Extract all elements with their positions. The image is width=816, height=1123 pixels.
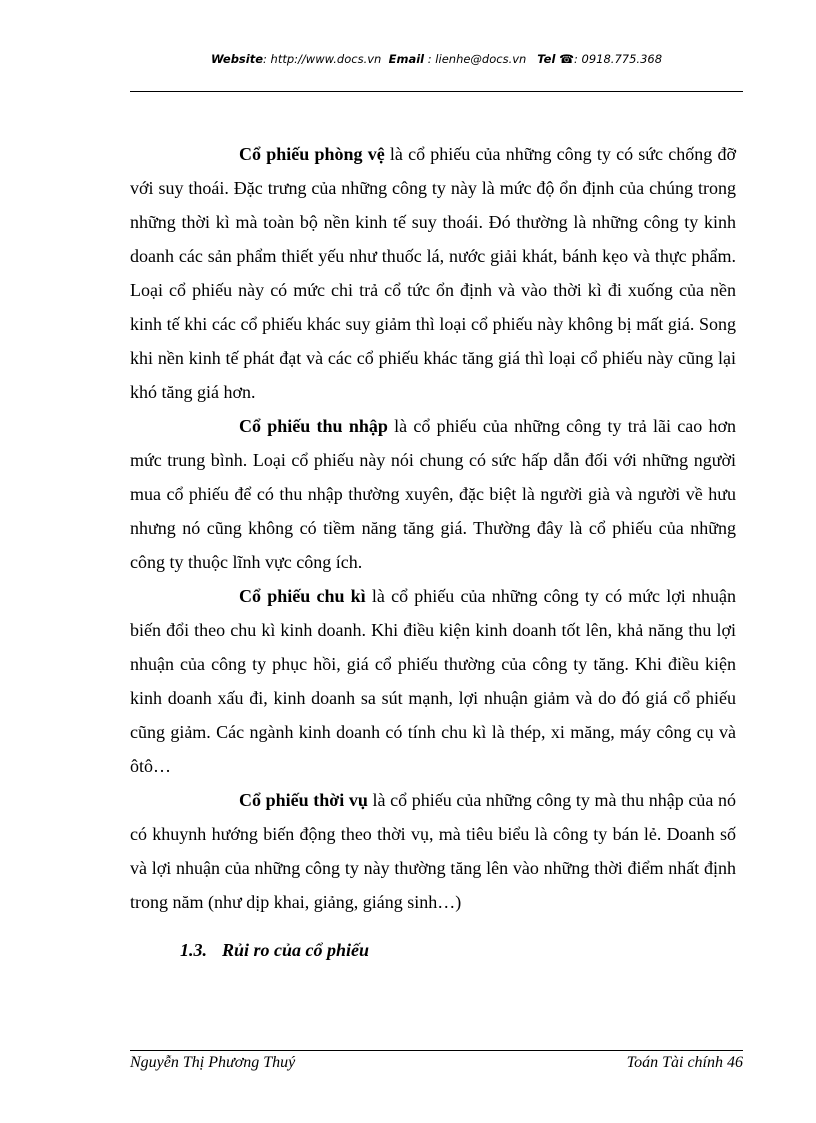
term-cyclical-stock: Cổ phiếu chu kì: [239, 586, 366, 606]
section-heading: [180, 935, 369, 965]
paragraph-text: là cổ phiếu của những công ty mà thu nhập của nó có khuynh hướng biến động theo thời vụ, mà tiêu biểu là công ty bán lẻ. Doanh số và lợi nhuận của những công ty này thường tăng lên vào những thời điểm nhất định trong năm (như dịp khai, giảng, giáng sinh…): [130, 790, 736, 912]
tel-label: Tel: [537, 52, 556, 66]
term-seasonal-stock: Cổ phiếu thời vụ: [239, 790, 368, 810]
page-header: [130, 51, 743, 67]
term-income-stock: Cổ phiếu thu nhập: [239, 416, 388, 436]
footer-class: Toán Tài chính 46: [626, 1054, 743, 1071]
section-number: 1.3.: [180, 940, 207, 960]
paragraph-text: là cổ phiếu của những công ty trả lãi cao hơn mức trung bình. Loại cổ phiếu này nói chung có sức hấp dẫn đối với những người mua cổ phiếu để có thu nhập thường xuyên, đặc biệt là người già và người về hưu nhưng nó cũng không có tiềm năng tăng giá. Thường đây là cổ phiếu của những công ty thuộc lĩnh vực công ích.: [130, 416, 736, 572]
tel-number: : 0918.775.368: [574, 52, 663, 66]
website-url: : http://www.docs.vn: [263, 52, 382, 66]
document-body: [130, 137, 736, 919]
paragraph-text: là cổ phiếu của những công ty có sức chống đỡ với suy thoái. Đặc trưng của những công ty này là mức độ ổn định của chúng trong những thời kì mà toàn bộ nền kinh tế suy thoái. Đó thường là những công ty kinh doanh các sản phẩm thiết yếu như thuốc lá, nước giải khát, bánh kẹo và thực phẩm. Loại cổ phiếu này có mức chi trả cổ tức ổn định và vào thời kì đi xuống của nền kinh tế khi các cổ phiếu khác suy giảm thì loại cổ phiếu này không bị mất giá. Song khi nền kinh tế phát đạt và các cổ phiếu khác tăng giá thì loại cổ phiếu này cũng lại khó tăng giá hơn.: [130, 144, 736, 402]
header-rule: [130, 91, 743, 92]
email-label: Email: [388, 52, 425, 66]
paragraph-income-stock: [130, 409, 736, 579]
paragraph-text: là cổ phiếu của những công ty có mức lợi nhuận biến đổi theo chu kì kinh doanh. Khi điều kiện kinh doanh tốt lên, khả năng thu lợi nhuận của công ty phục hồi, giá cổ phiếu thường của công ty tăng. Khi điều kiện kinh doanh xấu đi, kinh doanh sa sút mạnh, lợi nhuận giảm và do đó giá cổ phiếu cũng giảm. Các ngành kinh doanh có tính chu kì là thép, xi măng, máy công cụ và ôtô…: [130, 586, 736, 776]
footer-author: Nguyễn Thị Phương Thuý: [130, 1054, 296, 1071]
section-title: Rủi ro của cổ phiếu: [222, 940, 370, 960]
email-address: : lienhe@docs.vn: [424, 52, 527, 66]
phone-icon: ☎: [559, 52, 575, 66]
paragraph-cyclical-stock: [130, 579, 736, 783]
paragraph-defensive-stock: [130, 137, 736, 409]
paragraph-seasonal-stock: [130, 783, 736, 919]
website-label: Website: [210, 52, 264, 66]
term-defensive-stock: Cổ phiếu phòng vệ: [239, 144, 385, 164]
